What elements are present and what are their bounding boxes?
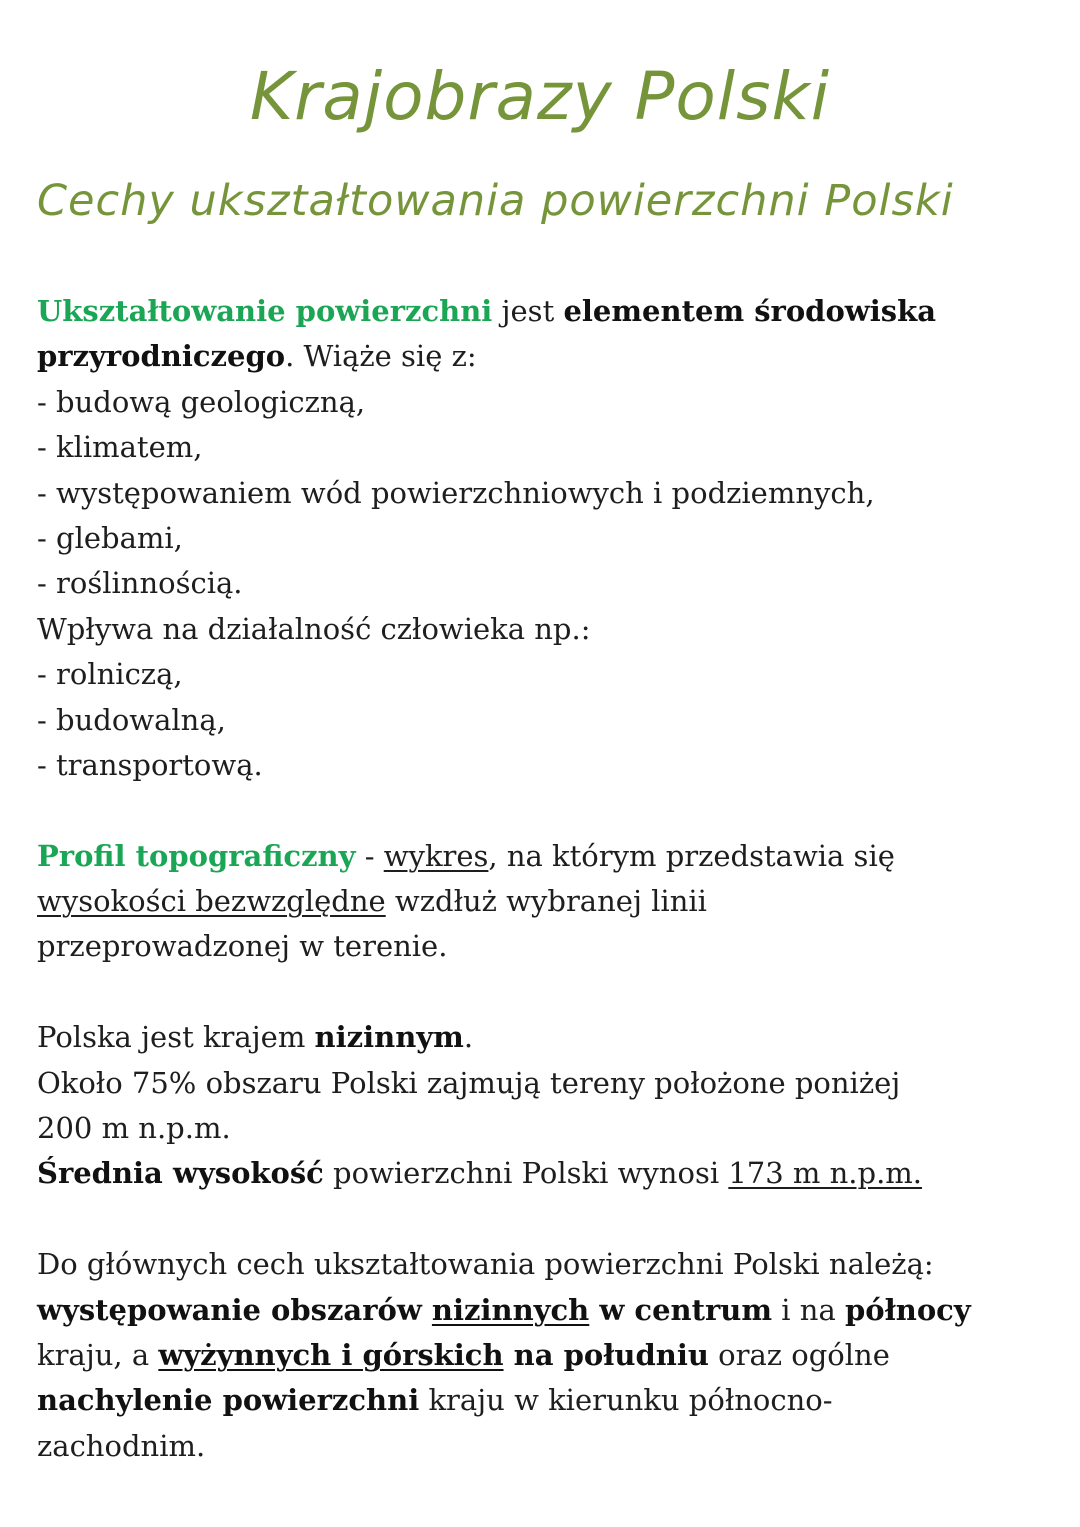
text-line — [37, 1288, 971, 1333]
paragraph-polska — [37, 1015, 971, 1197]
list-item: - klimatem, — [37, 430, 203, 465]
text-line — [37, 1015, 971, 1060]
text: i na — [772, 1292, 845, 1327]
page-subtitle: Cechy ukształtowania powierzchni Polski — [37, 176, 954, 226]
list-item: - transportową. — [37, 747, 263, 782]
text-line: zachodnim. — [37, 1428, 206, 1463]
text-line: Wpływa na działalność człowieka np.: — [37, 611, 591, 646]
text: . — [463, 1020, 474, 1055]
list-item: - rolniczą, — [37, 657, 183, 692]
bold-text: nizinnym — [314, 1020, 464, 1055]
document-body — [37, 289, 971, 1469]
underlined-text: wykres — [383, 838, 489, 873]
paragraph-gap — [37, 788, 971, 833]
bold-underlined-text: wyżynnych i górskich — [158, 1337, 504, 1372]
bold-text: nachylenie powierzchni — [37, 1383, 420, 1418]
text: wzdłuż wybranej linii — [385, 884, 707, 919]
bold-text: na południu — [503, 1337, 709, 1372]
text-line: przeprowadzonej w terenie. — [37, 929, 448, 964]
bold-text: w centrum — [589, 1292, 773, 1327]
list-item: - występowaniem wód powierzchniowych i podziemnych, — [37, 475, 875, 510]
text-line — [37, 879, 971, 924]
list-item: - budową geologiczną, — [37, 384, 366, 419]
list-item: - budowalną, — [37, 702, 226, 737]
term-highlight: Profil topograficzny — [37, 838, 356, 873]
paragraph-gap — [37, 970, 971, 1015]
paragraph-profil — [37, 834, 971, 970]
text: kraju, a — [37, 1337, 159, 1372]
text: kraju w kierunku północno- — [419, 1383, 833, 1418]
bold-text: występowanie obszarów — [37, 1292, 432, 1327]
text: . Wiąże się z: — [285, 339, 477, 374]
text: - — [355, 838, 384, 873]
paragraph-ukształtowanie — [37, 289, 971, 788]
underlined-text: wysokości bezwzględne — [37, 884, 386, 919]
text-line — [37, 1333, 971, 1378]
text-line — [37, 1378, 971, 1423]
text-line: 200 m n.p.m. — [37, 1111, 231, 1146]
text-line — [37, 289, 971, 334]
page-title: Krajobrazy Polski — [249, 58, 831, 135]
text: jest — [492, 294, 564, 328]
text-line — [37, 834, 971, 879]
term-highlight: Ukształtowanie powierzchni — [37, 294, 493, 328]
text-line: Do głównych cech ukształtowania powierzchni Polski należą: — [37, 1247, 934, 1282]
bold-underlined-text: nizinnych — [431, 1292, 590, 1327]
text-line: Około 75% obszaru Polski zajmują tereny położone poniżej — [37, 1065, 901, 1100]
bold-text: północy — [844, 1292, 971, 1327]
paragraph-cechy — [37, 1242, 971, 1469]
underlined-text: 173 m n.p.m. — [728, 1156, 923, 1191]
bold-text: przyrodniczego — [37, 339, 286, 374]
list-item: - glebami, — [37, 520, 183, 555]
bold-text: elementem środowiska — [563, 294, 936, 328]
paragraph-gap — [37, 1197, 971, 1242]
text: powierzchni Polski wynosi — [323, 1156, 729, 1191]
text: Polska jest krajem — [37, 1020, 315, 1055]
text-line — [37, 334, 971, 379]
text: oraz ogólne — [708, 1337, 890, 1372]
text-line — [37, 1151, 971, 1196]
bold-text: Średnia wysokość — [37, 1156, 324, 1191]
text: , na którym przedstawia się — [488, 838, 895, 873]
list-item: - roślinnością. — [37, 566, 243, 601]
